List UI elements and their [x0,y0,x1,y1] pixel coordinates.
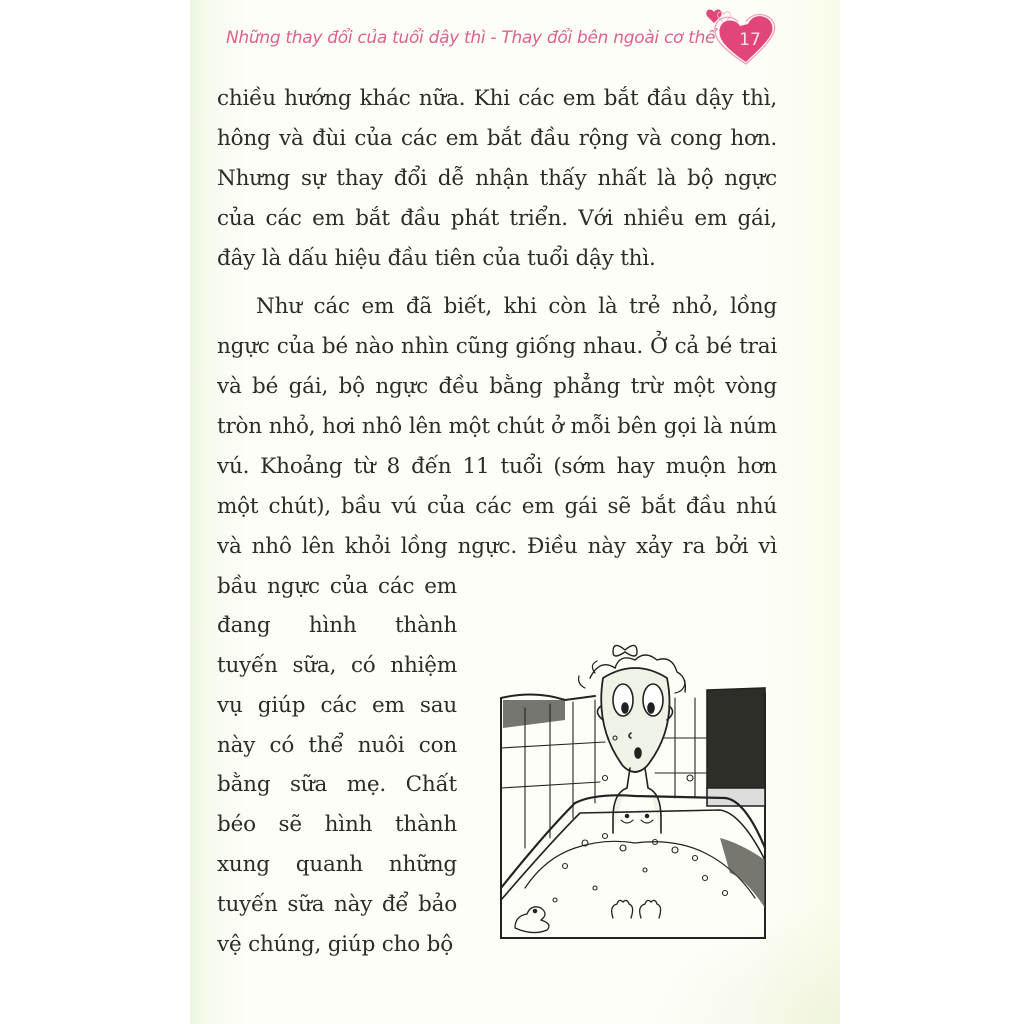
body-text-line: xung quanh những [217,852,457,877]
body-text-line: Nhưng sự thay đổi dễ nhận thấy nhất là bộ ngực [217,166,777,191]
body-text-line: bầu ngực của các em [217,574,457,599]
body-text-line: vệ chúng, giúp cho bộ [217,932,453,957]
body-text-line: một chút), bầu vú của các em gái sẽ bắt đầu nhú [217,494,777,519]
body-text-line: bằng sữa mẹ. Chất [217,772,457,797]
body-text-line: tuyến sữa, có nhiệm [217,653,457,678]
body-text-line: đây là dấu hiệu đầu tiên của tuổi dậy thì. [217,246,656,271]
body-text-line: này có thể nuôi con [217,733,457,758]
body-text-line: và nhô lên khỏi lồng ngực. Điều này xảy ra bởi vì [217,534,777,559]
body-text-line: tròn nhỏ, hơi nhô lên một chút ở mỗi bên gọi là núm [217,414,777,439]
running-header-title: Những thay đổi của tuổi dậy thì - Thay đổi bên ngoài cơ thể [226,28,716,48]
body-text-line: của các em bắt đầu phát triển. Với nhiều em gái, [217,206,777,231]
body-text-line: và bé gái, bộ ngực đều bằng phẳng trừ một vòng [217,374,777,399]
body-text-line: chiều hướng khác nữa. Khi các em bắt đầu dậy thì, [217,86,777,111]
body-text-line: béo sẽ hình thành [217,812,457,837]
body-text-line: đang hình thành [217,613,457,638]
bathtub-illustration [495,638,771,946]
body-text-line: ngực của bé nào nhìn cũng giống nhau. Ở cả bé trai [217,334,777,359]
body-text-line: tuyến sữa này để bảo [217,892,457,917]
page-number: 17 [739,30,761,50]
body-text-line: vụ giúp các em sau [217,693,457,718]
body-text-line: hông và đùi của các em bắt đầu rộng và cong hơn. [217,126,777,151]
body-text-line: vú. Khoảng từ 8 đến 11 tuổi (sớm hay muộn hơn [217,454,777,479]
body-text-line: Như các em đã biết, khi còn là trẻ nhỏ, lồng [256,294,777,319]
